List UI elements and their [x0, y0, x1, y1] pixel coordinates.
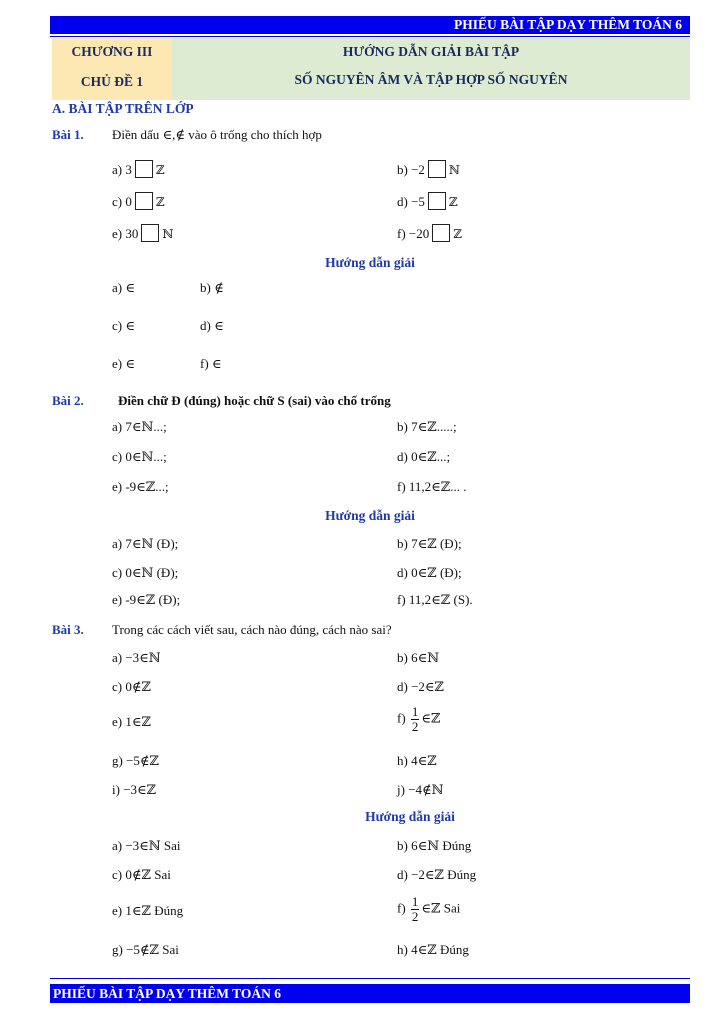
bai1-label: Bài 1. [52, 127, 84, 142]
bai1-item-a: a) 3 ℤ [112, 162, 165, 177]
bai2-answer-c: c) 0∈ℕ (Đ); [112, 565, 179, 580]
bai1-item-f: f) −20 ℤ [397, 226, 463, 241]
answer-box[interactable] [432, 224, 450, 242]
bai2-item-a: a) 7∈ℕ...; [112, 419, 167, 434]
fraction: $\frac{1}{2}$ [411, 704, 419, 734]
bai3-answer-c: c) 0∉ℤ Sai [112, 867, 171, 882]
bai2-answer-a: a) 7∈ℕ (Đ); [112, 536, 179, 551]
top-banner [50, 16, 690, 34]
bai1-prompt: Điền dấu ∈,∉ vào ô trống cho thích hợp [112, 127, 322, 142]
bai2-answer-e: e) -9∈ℤ (Đ); [112, 592, 181, 607]
title-line-1: HƯỚNG DẪN GIẢI BÀI TẬP [342, 44, 520, 59]
answer-box[interactable] [428, 192, 446, 210]
bai3-answer-g: g) −5∉ℤ Sai [112, 942, 179, 957]
bai1-item-b: b) −2 ℕ [397, 162, 460, 177]
bai1-answer-c: c) ∈ [112, 318, 135, 333]
bai3-item-j: j) −4∉ℕ [397, 782, 444, 797]
bai3-answer-d: d) −2∈ℤ Đúng [397, 867, 477, 882]
answer-box[interactable] [135, 160, 153, 178]
bai3-item-g: g) −5∉ℤ [112, 753, 160, 768]
bai2-item-d: d) 0∈ℤ...; [397, 449, 451, 464]
bai1-answer-a: a) ∈ [112, 280, 135, 295]
bai3-item-a: a) −3∈ℕ [112, 650, 161, 665]
section-a-heading: A. BÀI TẬP TRÊN LỚP [52, 101, 194, 116]
bai3-answer-a: a) −3∈ℕ Sai [112, 838, 181, 853]
bai3-guide-heading: Hướng dẫn giải [365, 809, 455, 824]
bai3-item-b: b) 6∈ℕ [397, 650, 440, 665]
bai3-item-c: c) 0∉ℤ [112, 679, 151, 694]
bai2-answer-f: f) 11,2∈ℤ (S). [397, 592, 473, 607]
bai3-item-i: i) −3∈ℤ [112, 782, 157, 797]
top-banner-text: PHIẾU BÀI TẬP DẠY THÊM TOÁN 6 [453, 17, 682, 32]
bai2-label: Bài 2. [52, 393, 84, 408]
answer-box[interactable] [141, 224, 159, 242]
bai3-answer-h: h) 4∈ℤ Đúng [397, 942, 469, 957]
bai1-answer-d: d) ∈ [200, 318, 224, 333]
bai3-item-e: e) 1∈ℤ [112, 714, 151, 729]
bai3-label: Bài 3. [52, 622, 84, 637]
footer-text: PHIẾU BÀI TẬP DẠY THÊM TOÁN 6 [53, 986, 282, 1001]
bai2-guide-heading: Hướng dẫn giải [325, 508, 415, 523]
bai1-answer-e: e) ∈ [112, 356, 135, 371]
bai2-item-b: b) 7∈ℤ.....; [397, 419, 457, 434]
bai3-item-d: d) −2∈ℤ [397, 679, 445, 694]
bai1-item-d: d) −5 ℤ [397, 194, 458, 209]
bai3-answer-b: b) 6∈ℕ Đúng [397, 838, 472, 853]
title-line-2: SỐ NGUYÊN ÂM VÀ TẬP HỢP SỐ NGUYÊN [294, 72, 568, 87]
answer-box[interactable] [428, 160, 446, 178]
answer-box[interactable] [135, 192, 153, 210]
bai2-item-c: c) 0∈ℕ...; [112, 449, 167, 464]
bai1-item-c: c) 0 ℤ [112, 194, 165, 209]
bai3-item-f: f) $\frac{1}{2}$ ∈ℤ [397, 704, 441, 734]
footer-divider [50, 978, 690, 979]
bai2-item-e: e) -9∈ℤ...; [112, 479, 169, 494]
bai1-answer-b: b) ∉ [200, 280, 224, 295]
bai2-prompt: Điền chữ Đ (đúng) hoặc chữ S (sai) vào chố trống [118, 393, 391, 408]
chapter-label: CHƯƠNG III [71, 44, 153, 59]
bai3-answer-e: e) 1∈ℤ Đúng [112, 903, 184, 918]
header-divider [50, 36, 690, 37]
footer-banner [50, 984, 690, 1003]
bai3-answer-f: f) $\frac{1}{2}$ ∈ℤ Sai [397, 894, 461, 924]
bai1-guide-heading: Hướng dẫn giải [325, 255, 415, 270]
bai3-prompt: Trong các cách viết sau, cách nào đúng, cách nào sai? [112, 622, 392, 637]
bai2-answer-b: b) 7∈ℤ (Đ); [397, 536, 462, 551]
bai1-item-e: e) 30 ℕ [112, 226, 174, 241]
fraction: $\frac{1}{2}$ [411, 894, 419, 924]
bai2-answer-d: d) 0∈ℤ (Đ); [397, 565, 462, 580]
bai2-item-f: f) 11,2∈ℤ... . [397, 479, 467, 494]
topic-label: CHỦ ĐỀ 1 [80, 74, 144, 89]
bai3-item-h: h) 4∈ℤ [397, 753, 437, 768]
bai1-answer-f: f) ∈ [200, 356, 222, 371]
